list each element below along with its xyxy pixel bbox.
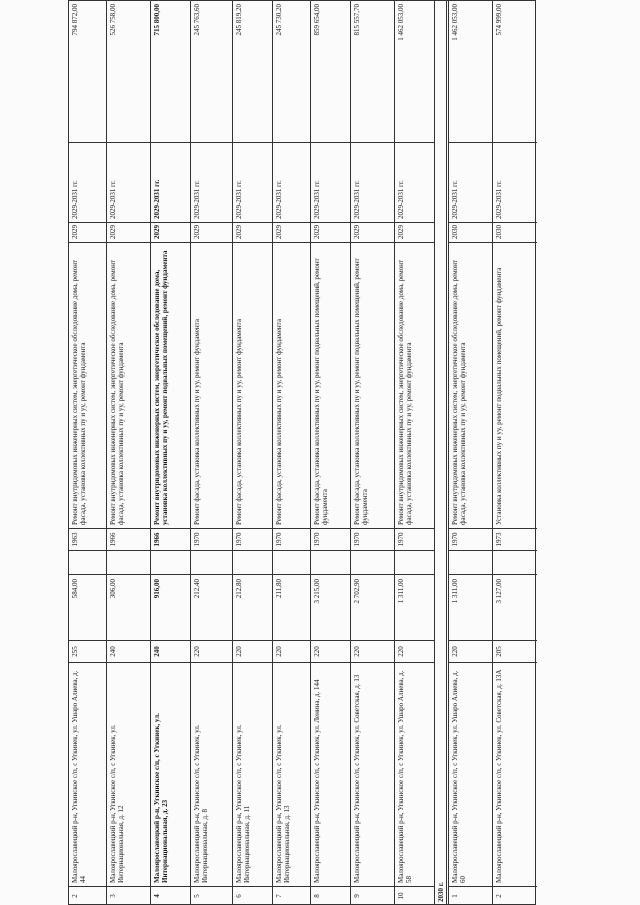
cell-work: Ремонт фасада, установка коллективных пу и уу, ремонт фундамента bbox=[273, 243, 311, 529]
cell-cost: 815 557,70 bbox=[351, 0, 395, 143]
cell-year_start: 2029 bbox=[311, 223, 351, 243]
cell-period: 2029-2031 гг. bbox=[151, 143, 191, 223]
cell-year_start: 2029 bbox=[273, 223, 311, 243]
capital-repair-table bbox=[68, 0, 536, 905]
cell-num: 10 bbox=[397, 892, 405, 900]
table-row bbox=[190, 0, 233, 905]
cell-work: Ремонт фасада, установка коллективных пу и уу, ремонт фундамента bbox=[233, 243, 273, 529]
cell-address: Малоярославецкий р-н, Угкинское с/п, с Угкинек, ул. Ушаро Алиева, д. 60 bbox=[449, 663, 495, 887]
table-row bbox=[310, 0, 351, 905]
cell-blank bbox=[311, 551, 351, 575]
cell-period: 2029-2031 гг. bbox=[107, 143, 151, 223]
cell-blank bbox=[351, 551, 395, 575]
cell-cost: 1 462 053,00 bbox=[395, 0, 435, 143]
cell-num: 6 bbox=[235, 894, 243, 898]
cell-year_start: 2029 bbox=[395, 223, 435, 243]
cell-cost: 245 763,60 bbox=[191, 0, 233, 143]
table-row bbox=[350, 0, 395, 905]
cell-year_start: 2030 bbox=[449, 223, 495, 243]
cell-year: 1970 bbox=[449, 529, 495, 551]
cell-work: Ремонт внутридомовых инженерных систем, энергетическое обследование дома, установка коллективных пу и уу, ремонт подвальных помещений, ремонт фундамента bbox=[151, 243, 191, 529]
cell-address: Малоярославецкий р-н, Угкинское с/п, с Угкинек, ул. Интернациональная, д. 8 bbox=[191, 663, 233, 887]
cell-code: 255 bbox=[69, 641, 107, 663]
cell-year_start: 2029 bbox=[69, 223, 107, 243]
cell-work: Ремонт внутридомовых инженерных систем, энергетическое обследование дома, ремонт фасада, установка коллективных пу и уу, ремонт фундамента bbox=[395, 243, 435, 529]
cell-code: 220 bbox=[273, 641, 311, 663]
cell-blank bbox=[151, 551, 191, 575]
cell-cost: 1 462 053,00 bbox=[449, 0, 495, 143]
cell-period: 2029-2031 гг. bbox=[69, 143, 107, 223]
cell-work: Ремонт фасада, установка коллективных пу и уу, ремонт подвальных помещений, ремонт фундамента bbox=[351, 243, 395, 529]
cell-year: 1966 bbox=[151, 529, 191, 551]
cell-area: 584,00 bbox=[69, 575, 107, 641]
cell-cost: 245 730,20 bbox=[273, 0, 311, 143]
cell-area: 916,00 bbox=[151, 575, 191, 641]
cell-address: Малоярославецкий р-н, Угкинское с/п, с Угкинек, ул. Интернациональная, д. 11 bbox=[233, 663, 273, 887]
cell-blank bbox=[395, 551, 435, 575]
cell-code: 220 bbox=[395, 641, 435, 663]
cell-period: 2029-2031 гг. bbox=[395, 143, 435, 223]
cell-area: 212,40 bbox=[191, 575, 233, 641]
cell-blank bbox=[449, 551, 495, 575]
cell-area: 3 127,00 bbox=[493, 575, 537, 641]
cell-area: 1 311,00 bbox=[395, 575, 435, 641]
cell-year_start: 2029 bbox=[351, 223, 395, 243]
cell-cost: 526 758,00 bbox=[107, 0, 151, 143]
cell-num: 5 bbox=[193, 894, 201, 898]
cell-work: Установка коллективных пу и уу, ремонт подвальных помещений, ремонт фундамента bbox=[493, 243, 537, 529]
cell-area: 2 702,90 bbox=[351, 575, 395, 641]
table-row bbox=[232, 0, 273, 905]
cell-num: 2 bbox=[495, 894, 503, 898]
cell-period: 2029-2031 гг. bbox=[493, 143, 537, 223]
cell-address: Малоярославецкий р-н, Угкинское с/п, с Угкинек, ул. Советская, д. 13А bbox=[493, 663, 537, 887]
cell-year: 1970 bbox=[311, 529, 351, 551]
cell-year: 1963 bbox=[69, 529, 107, 551]
cell-work: Ремонт фасада, установка коллективных пу и уу, ремонт фундамента bbox=[191, 243, 233, 529]
cell-code: 220 bbox=[311, 641, 351, 663]
cell-cost: 715 800,00 bbox=[151, 0, 191, 143]
cell-address: Малоярославецкий р-н, Угкинское с/п, с Угкинек, ул. Ушаро Алиева, д. 58 bbox=[395, 663, 435, 887]
cell-area: 3 215,00 bbox=[311, 575, 351, 641]
table-row bbox=[394, 0, 435, 905]
cell-work: Ремонт внутридомовых инженерных систем, энергетическое обследование дома, ремонт фасада, установка коллективных пу и уу, ремонт фундамента bbox=[69, 243, 107, 529]
cell-year_start: 2029 bbox=[151, 223, 191, 243]
cell-blank bbox=[191, 551, 233, 575]
cell-period: 2029-2031 гг. bbox=[311, 143, 351, 223]
cell-blank bbox=[273, 551, 311, 575]
cell-period: 2029-2031 гг. bbox=[273, 143, 311, 223]
table-row bbox=[446, 0, 495, 905]
cell-blank bbox=[107, 551, 151, 575]
cell-area: 212,80 bbox=[233, 575, 273, 641]
group-year-label: 2030 г. bbox=[437, 882, 445, 902]
cell-num: 9 bbox=[353, 894, 361, 898]
cell-blank bbox=[233, 551, 273, 575]
cell-year_start: 2030 bbox=[493, 223, 537, 243]
cell-address: Малоярославецкий р-н, Угкинское с/п, с Угкинек, ул. Советская, д. 13 bbox=[351, 663, 395, 887]
cell-num: 8 bbox=[313, 894, 321, 898]
cell-period: 2029-2031 гг. bbox=[233, 143, 273, 223]
cell-year_start: 2029 bbox=[107, 223, 151, 243]
table-row bbox=[492, 0, 537, 905]
cell-year: 1970 bbox=[395, 529, 435, 551]
cell-area: 211,80 bbox=[273, 575, 311, 641]
cell-year: 1970 bbox=[351, 529, 395, 551]
cell-address: Малоярославецкий р-н, Угкинское с/п, с Угкинек, ул. Ушаро Алиева, д. 44 bbox=[69, 663, 107, 887]
table-row bbox=[68, 0, 107, 905]
cell-year: 1970 bbox=[191, 529, 233, 551]
cell-year_start: 2029 bbox=[191, 223, 233, 243]
cell-cost: 245 819,20 bbox=[233, 0, 273, 143]
cell-code: 240 bbox=[107, 641, 151, 663]
table-row bbox=[150, 0, 191, 905]
cell-code: 205 bbox=[493, 641, 537, 663]
cell-period: 2029-2031 гг. bbox=[449, 143, 495, 223]
cell-year: 1970 bbox=[273, 529, 311, 551]
cell-cost: 794 872,00 bbox=[69, 0, 107, 143]
cell-code: 220 bbox=[351, 641, 395, 663]
cell-period: 2029-2031 гг. bbox=[351, 143, 395, 223]
cell-cost: 574 999,00 bbox=[493, 0, 537, 143]
table-row bbox=[272, 0, 311, 905]
cell-num: 3 bbox=[109, 894, 117, 898]
cell-area: 306,00 bbox=[107, 575, 151, 641]
cell-year_start: 2029 bbox=[233, 223, 273, 243]
cell-year: 1966 bbox=[107, 529, 151, 551]
cell-num: 2 bbox=[71, 894, 79, 898]
cell-address: Малоярославецкий р-н, Угкинское с/п, с Угкинек, ул. Ленина, д. 144 bbox=[311, 663, 351, 887]
cell-num: 7 bbox=[275, 894, 283, 898]
cell-area: 1 311,00 bbox=[449, 575, 495, 641]
cell-code: 220 bbox=[449, 641, 495, 663]
cell-address: Малоярославецкий р-н, Угкинское с/п, с Угкинек, ул. Интернациональная, д. 23 bbox=[151, 663, 191, 887]
cell-work: Ремонт внутридомовых инженерных систем, энергетическое обследование дома, ремонт фасада, установка коллективных пу и уу, ремонт фундамента bbox=[449, 243, 495, 529]
cell-code: 220 bbox=[191, 641, 233, 663]
cell-period: 2029-2031 гг. bbox=[191, 143, 233, 223]
cell-work: Ремонт фасада, установка коллективных пу и уу, ремонт подвальных помещений, ремонт фундамента bbox=[311, 243, 351, 529]
cell-address: Малоярославецкий р-н, Угкинское с/п, с Угкинек, ул. Интернациональная, д. 13 bbox=[273, 663, 311, 887]
cell-cost: 859 654,00 bbox=[311, 0, 351, 143]
cell-code: 240 bbox=[151, 641, 191, 663]
cell-work: Ремонт внутридомовых инженерных систем, энергетическое обследование дома, ремонт фасада, установка коллективных пу и уу, ремонт фундамента bbox=[107, 243, 151, 529]
cell-year: 1970 bbox=[233, 529, 273, 551]
cell-year: 1973 bbox=[493, 529, 537, 551]
cell-code: 220 bbox=[233, 641, 273, 663]
cell-num: 4 bbox=[153, 894, 161, 898]
cell-num: 1 bbox=[451, 894, 459, 898]
cell-blank bbox=[493, 551, 537, 575]
cell-blank bbox=[69, 551, 107, 575]
table-row bbox=[106, 0, 151, 905]
cell-address: Малоярославецкий р-н, Угкинское с/п, с Угкинек, ул. Интернациональная, д. 12 bbox=[107, 663, 151, 887]
